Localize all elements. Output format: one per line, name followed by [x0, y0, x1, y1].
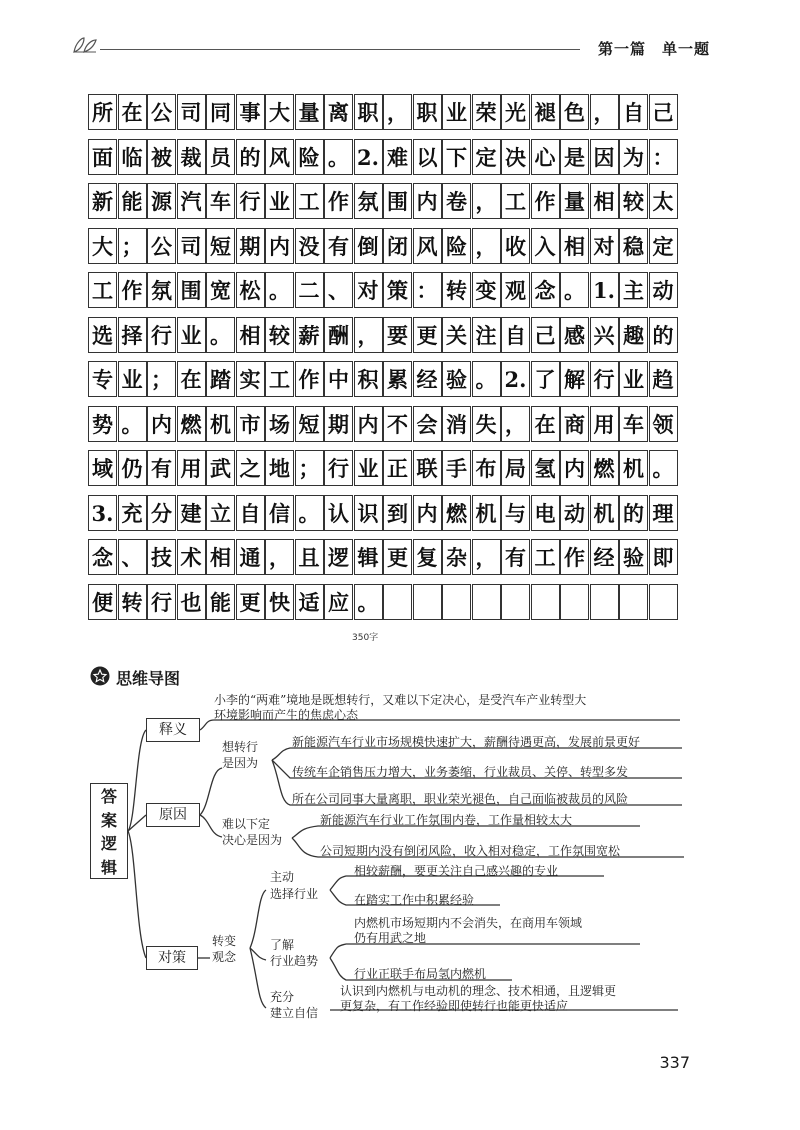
grid-cell: 定 — [472, 139, 501, 175]
cm3-item-l1: 认识到内燃机与电动机的理念、技术相通，且逻辑更 — [340, 984, 617, 998]
grid-cell: 自 — [619, 94, 648, 130]
grid-cell: 二 — [295, 272, 324, 308]
grid-cell: 实 — [236, 361, 265, 397]
grid-cell: 定 — [649, 228, 678, 264]
grid-cell: 。 — [354, 584, 383, 620]
grid-cell: 燃 — [590, 450, 619, 486]
grid-cell: 内 — [147, 406, 176, 442]
grid-cell: 通 — [236, 539, 265, 575]
grid-cell: ， — [472, 228, 501, 264]
grid-row — [88, 361, 678, 397]
grid-cell: ； — [118, 228, 147, 264]
grid-row — [88, 317, 678, 353]
grid-cell: 光 — [501, 94, 530, 130]
grid-cell: 行 — [147, 317, 176, 353]
grid-cell: 心 — [531, 139, 560, 175]
grid-cell — [531, 584, 560, 620]
grid-cell: 业 — [265, 183, 294, 219]
grid-cell: 机 — [590, 495, 619, 531]
grid-row — [88, 450, 678, 486]
section-title: 第一篇 单一题 — [597, 40, 710, 58]
cm2-label-l1: 了解 — [270, 938, 295, 952]
page-header — [70, 32, 710, 60]
grid-cell: 联 — [413, 450, 442, 486]
grid-cell: 行 — [147, 584, 176, 620]
grid-cell: 同 — [206, 94, 235, 130]
grid-cell: 市 — [236, 406, 265, 442]
grid-row — [88, 139, 678, 175]
grid-cell: 己 — [649, 94, 678, 130]
grid-cell: 因 — [590, 139, 619, 175]
grid-cell: 风 — [265, 139, 294, 175]
grid-cell: 职 — [413, 94, 442, 130]
grid-cell: 动 — [649, 272, 678, 308]
grid-cell: 更 — [383, 539, 412, 575]
grid-cell: 对 — [354, 272, 383, 308]
grid-cell: 杂 — [442, 539, 471, 575]
grid-cell: 中 — [324, 361, 353, 397]
grid-cell: 即 — [649, 539, 678, 575]
grid-cell: 没 — [295, 228, 324, 264]
grid-cell: 专 — [88, 361, 117, 397]
grid-cell — [383, 584, 412, 620]
grid-cell: 的 — [619, 495, 648, 531]
grid-cell: 有 — [147, 450, 176, 486]
grid-cell: 用 — [177, 450, 206, 486]
grid-cell: 验 — [442, 361, 471, 397]
grid-cell: 转 — [118, 584, 147, 620]
grid-row — [88, 584, 678, 620]
grid-cell: 转 — [442, 272, 471, 308]
grid-cell: ； — [295, 450, 324, 486]
branch-explanation: 释义 — [146, 718, 200, 742]
countermeasure-mid-l2: 观念 — [212, 950, 237, 964]
grid-cell: 公 — [147, 228, 176, 264]
grid-cell: 员 — [206, 139, 235, 175]
grid-cell: 行 — [236, 183, 265, 219]
cm1-item: 相较薪酬，要更关注自己感兴趣的专业 — [354, 864, 559, 878]
grid-cell: 不 — [383, 406, 412, 442]
grid-cell: 薪 — [295, 317, 324, 353]
grid-cell: 相 — [236, 317, 265, 353]
grid-cell: 色 — [560, 94, 589, 130]
grid-cell: 较 — [619, 183, 648, 219]
grid-cell: 对 — [590, 228, 619, 264]
grid-cell: 能 — [206, 584, 235, 620]
grid-cell: 理 — [649, 495, 678, 531]
grid-cell: 量 — [295, 94, 324, 130]
grid-cell: 司 — [177, 228, 206, 264]
root-label-char: 辑 — [100, 857, 117, 877]
grid-cell: 便 — [88, 584, 117, 620]
root-label-char: 逻 — [100, 834, 117, 854]
branch-countermeasures: 对策 — [146, 946, 198, 970]
cm1-item: 在踏实工作中积累经验 — [354, 893, 475, 907]
grid-cell: 商 — [560, 406, 589, 442]
grid-cell: 武 — [206, 450, 235, 486]
grid-cell — [501, 584, 530, 620]
grid-cell: 业 — [354, 450, 383, 486]
grid-cell: 信 — [265, 495, 294, 531]
grid-cell: 要 — [383, 317, 412, 353]
grid-row — [88, 495, 678, 531]
grid-cell: 仍 — [118, 450, 147, 486]
grid-cell: 辑 — [354, 539, 383, 575]
branch-reasons: 原因 — [146, 803, 200, 827]
grid-cell: 趣 — [619, 317, 648, 353]
grid-cell: 变 — [472, 272, 501, 308]
cm3-label-l2: 建立自信 — [270, 1006, 319, 1020]
grid-cell: 的 — [236, 139, 265, 175]
reason-hesitate-item: 公司短期内没有倒闭风险，收入相对稳定，工作氛围宽松 — [320, 844, 621, 858]
grid-cell — [560, 584, 589, 620]
grid-cell: 源 — [147, 183, 176, 219]
grid-cell: ， — [501, 406, 530, 442]
grid-cell: ， — [472, 539, 501, 575]
grid-cell: 。 — [206, 317, 235, 353]
grid-cell: 离 — [324, 94, 353, 130]
grid-cell: 快 — [265, 584, 294, 620]
grid-cell: 酬 — [324, 317, 353, 353]
grid-cell: 作 — [295, 361, 324, 397]
grid-cell: 更 — [236, 584, 265, 620]
grid-cell: 积 — [354, 361, 383, 397]
reason-hesitate-item: 新能源汽车行业工作氛围内卷，工作量相较太大 — [320, 813, 573, 827]
grid-row — [88, 406, 678, 442]
grid-cell: 念 — [88, 539, 117, 575]
reason-want-label-l1: 想转行 — [222, 740, 259, 754]
grid-cell: 立 — [206, 495, 235, 531]
grid-cell: 决 — [501, 139, 530, 175]
word-count: 350字 — [352, 633, 379, 643]
root-label-char: 案 — [100, 810, 117, 830]
grid-cell: 业 — [177, 317, 206, 353]
grid-cell: 技 — [147, 539, 176, 575]
grid-cell: 事 — [236, 94, 265, 130]
grid-cell: 趋 — [649, 361, 678, 397]
grid-cell: 地 — [265, 450, 294, 486]
page-number: 337 — [659, 1053, 690, 1072]
grid-cell: 面 — [88, 139, 117, 175]
explanation-text-line2: 环境影响而产生的焦虑心态 — [214, 708, 359, 722]
grid-cell: 了 — [531, 361, 560, 397]
grid-cell: 难 — [383, 139, 412, 175]
grid-cell: ， — [472, 183, 501, 219]
cm3-item-l2: 更复杂，有工作经验即使转行也能更快适应 — [340, 999, 569, 1013]
grid-cell: 险 — [295, 139, 324, 175]
grid-cell: ， — [383, 94, 412, 130]
mindmap-title: 思维导图 — [116, 669, 181, 688]
grid-cell: 相 — [560, 228, 589, 264]
grid-cell: 累 — [383, 361, 412, 397]
grid-cell: 短 — [295, 406, 324, 442]
grid-cell: 工 — [265, 361, 294, 397]
mind-map — [0, 690, 800, 1020]
grid-cell: 业 — [118, 361, 147, 397]
grid-cell: 工 — [88, 272, 117, 308]
grid-cell: 闭 — [383, 228, 412, 264]
grid-cell: 领 — [649, 406, 678, 442]
grid-cell: 稳 — [619, 228, 648, 264]
grid-cell: 。 — [295, 495, 324, 531]
grid-cell: 倒 — [354, 228, 383, 264]
grid-cell: 荣 — [472, 94, 501, 130]
grid-cell: 入 — [531, 228, 560, 264]
grid-cell: 有 — [501, 539, 530, 575]
grid-cell: 会 — [413, 406, 442, 442]
grid-cell: 围 — [177, 272, 206, 308]
grid-cell: 期 — [324, 406, 353, 442]
grid-cell: 消 — [442, 406, 471, 442]
grid-cell: 适 — [295, 584, 324, 620]
cm2-item1-l1: 内燃机市场短期内不会消失，在商用车领域 — [354, 916, 583, 930]
grid-cell: 大 — [265, 94, 294, 130]
grid-cell: 正 — [383, 450, 412, 486]
grid-cell: 燃 — [442, 495, 471, 531]
grid-cell: 所 — [88, 94, 117, 130]
grid-cell: 内 — [413, 183, 442, 219]
grid-cell: 内 — [354, 406, 383, 442]
grid-cell: ； — [147, 361, 176, 397]
grid-cell: 风 — [413, 228, 442, 264]
grid-row — [88, 94, 678, 130]
reason-hesitate-label-l2: 决心是因为 — [222, 833, 283, 847]
grid-cell: 域 — [88, 450, 117, 486]
grid-cell: 自 — [236, 495, 265, 531]
grid-cell: 自 — [501, 317, 530, 353]
grid-cell: 大 — [88, 228, 117, 264]
grid-cell: 动 — [560, 495, 589, 531]
grid-cell: 在 — [118, 94, 147, 130]
grid-cell: 机 — [472, 495, 501, 531]
grid-cell: 作 — [531, 183, 560, 219]
grid-cell: 业 — [442, 94, 471, 130]
grid-cell: 2. — [354, 139, 383, 175]
grid-cell: 太 — [649, 183, 678, 219]
grid-cell: 观 — [501, 272, 530, 308]
grid-cell: 松 — [236, 272, 265, 308]
reason-hesitate-label-l1: 难以下定 — [222, 817, 271, 831]
grid-cell: 建 — [177, 495, 206, 531]
grid-cell: 下 — [442, 139, 471, 175]
grid-cell: 且 — [295, 539, 324, 575]
grid-row — [88, 183, 678, 219]
grid-cell: 行 — [590, 361, 619, 397]
grid-cell: ， — [354, 317, 383, 353]
grid-cell: 机 — [206, 406, 235, 442]
root-label-char: 答 — [100, 787, 117, 807]
grid-cell: 3. — [88, 495, 117, 531]
grid-cell: 卷 — [442, 183, 471, 219]
grid-cell: 兴 — [590, 317, 619, 353]
grid-cell: 机 — [619, 450, 648, 486]
header-rule — [100, 49, 580, 50]
grid-cell: 念 — [531, 272, 560, 308]
grid-cell: 2. — [501, 361, 530, 397]
grid-cell: 在 — [531, 406, 560, 442]
grid-cell: 公 — [147, 94, 176, 130]
grid-cell: 相 — [590, 183, 619, 219]
grid-cell: 褪 — [531, 94, 560, 130]
grid-cell: 。 — [265, 272, 294, 308]
grid-cell: 工 — [295, 183, 324, 219]
grid-cell: 与 — [501, 495, 530, 531]
grid-cell: 注 — [472, 317, 501, 353]
grid-cell — [619, 584, 648, 620]
grid-cell: 险 — [442, 228, 471, 264]
grid-cell: 的 — [649, 317, 678, 353]
grid-cell — [472, 584, 501, 620]
grid-cell: 短 — [206, 228, 235, 264]
grid-cell: 车 — [206, 183, 235, 219]
grid-cell: ： — [649, 139, 678, 175]
flower-badge-icon — [90, 666, 110, 686]
grid-cell: 是 — [560, 139, 589, 175]
grid-cell: 。 — [324, 139, 353, 175]
grid-cell: 宽 — [206, 272, 235, 308]
grid-cell: 。 — [472, 361, 501, 397]
grid-cell: 充 — [118, 495, 147, 531]
grid-cell: 识 — [354, 495, 383, 531]
grid-cell: 车 — [619, 406, 648, 442]
grid-cell: 经 — [413, 361, 442, 397]
grid-cell: 术 — [177, 539, 206, 575]
cm1-label-l1: 主动 — [270, 870, 295, 884]
grid-cell: 到 — [383, 495, 412, 531]
grid-cell: 分 — [147, 495, 176, 531]
grid-cell: 手 — [442, 450, 471, 486]
grid-cell: 内 — [413, 495, 442, 531]
grid-row — [88, 272, 678, 308]
grid-cell: 为 — [619, 139, 648, 175]
grid-cell: 临 — [118, 139, 147, 175]
grid-cell: 能 — [118, 183, 147, 219]
grid-cell: 职 — [354, 94, 383, 130]
grid-cell: 关 — [442, 317, 471, 353]
grid-cell: 1. — [590, 272, 619, 308]
grid-cell: 验 — [619, 539, 648, 575]
reason-want-item: 传统车企销售压力增大，业务萎缩，行业裁员、关停、转型多发 — [292, 765, 629, 779]
reason-want-item: 所在公司同事大量离职，职业荣光褪色，自己面临被裁员的风险 — [292, 792, 629, 806]
countermeasure-mid-l1: 转变 — [212, 934, 237, 948]
cm2-item1-l2: 仍有用武之地 — [354, 931, 427, 945]
grid-cell: 作 — [324, 183, 353, 219]
cm2-item2: 行业正联手布局氢内燃机 — [354, 967, 487, 981]
grid-cell: 场 — [265, 406, 294, 442]
grid-cell: 围 — [383, 183, 412, 219]
grid-cell: 。 — [560, 272, 589, 308]
grid-cell: 内 — [560, 450, 589, 486]
grid-cell: 工 — [501, 183, 530, 219]
grid-cell: 量 — [560, 183, 589, 219]
grid-cell: 逻 — [324, 539, 353, 575]
grid-cell — [590, 584, 619, 620]
grid-cell: 较 — [265, 317, 294, 353]
grid-cell: 踏 — [206, 361, 235, 397]
grid-cell: ， — [265, 539, 294, 575]
grid-cell — [413, 584, 442, 620]
cm3-label-l1: 充分 — [270, 990, 295, 1004]
grid-cell: 势 — [88, 406, 117, 442]
grid-cell: 作 — [560, 539, 589, 575]
grid-cell: 内 — [265, 228, 294, 264]
grid-row — [88, 539, 678, 575]
grid-cell: 电 — [531, 495, 560, 531]
grid-cell: 相 — [206, 539, 235, 575]
grid-cell: 用 — [590, 406, 619, 442]
grid-cell: 认 — [324, 495, 353, 531]
grid-cell: 更 — [413, 317, 442, 353]
grid-cell: 也 — [177, 584, 206, 620]
grid-cell: 。 — [649, 450, 678, 486]
grid-cell: 裁 — [177, 139, 206, 175]
grid-cell: 择 — [118, 317, 147, 353]
grid-cell: ， — [590, 94, 619, 130]
grid-cell — [442, 584, 471, 620]
explanation-text-line1: 小李的“两难”境地是既想转行，又难以下定决心，是受汽车产业转型大 — [214, 693, 587, 707]
grid-row — [88, 228, 678, 264]
grid-cell: 司 — [177, 94, 206, 130]
grid-cell: 在 — [177, 361, 206, 397]
grid-cell: 己 — [531, 317, 560, 353]
grid-cell: 燃 — [177, 406, 206, 442]
grid-cell: 局 — [501, 450, 530, 486]
grid-cell: 、 — [118, 539, 147, 575]
grid-cell: 之 — [236, 450, 265, 486]
grid-cell: 布 — [472, 450, 501, 486]
grid-cell: 收 — [501, 228, 530, 264]
grid-cell: 策 — [383, 272, 412, 308]
mindmap-root — [90, 783, 128, 879]
grid-cell — [649, 584, 678, 620]
grid-cell: 氛 — [354, 183, 383, 219]
reason-want-label-l2: 是因为 — [222, 756, 259, 770]
grid-cell: 解 — [560, 361, 589, 397]
grid-cell: 业 — [619, 361, 648, 397]
grid-cell: 应 — [324, 584, 353, 620]
grid-cell: 主 — [619, 272, 648, 308]
grid-cell: 氢 — [531, 450, 560, 486]
grid-cell: 被 — [147, 139, 176, 175]
grid-cell: 感 — [560, 317, 589, 353]
grid-cell: 。 — [118, 406, 147, 442]
grid-cell: 有 — [324, 228, 353, 264]
grid-cell: 、 — [324, 272, 353, 308]
grid-cell: 汽 — [177, 183, 206, 219]
grid-cell: 经 — [590, 539, 619, 575]
grid-cell: 复 — [413, 539, 442, 575]
cm2-label-l2: 行业趋势 — [270, 954, 319, 968]
grid-cell: 期 — [236, 228, 265, 264]
cm1-label-l2: 选择行业 — [270, 887, 319, 901]
grid-cell: 以 — [413, 139, 442, 175]
grid-cell: 行 — [324, 450, 353, 486]
grid-cell: 新 — [88, 183, 117, 219]
grid-cell: 工 — [531, 539, 560, 575]
leaf-icon — [70, 34, 100, 56]
grid-cell: 选 — [88, 317, 117, 353]
grid-cell: 作 — [118, 272, 147, 308]
grid-cell: 氛 — [147, 272, 176, 308]
reason-want-item: 新能源汽车行业市场规模快速扩大，薪酬待遇更高，发展前景更好 — [292, 735, 641, 749]
grid-cell: 失 — [472, 406, 501, 442]
grid-cell: ： — [413, 272, 442, 308]
